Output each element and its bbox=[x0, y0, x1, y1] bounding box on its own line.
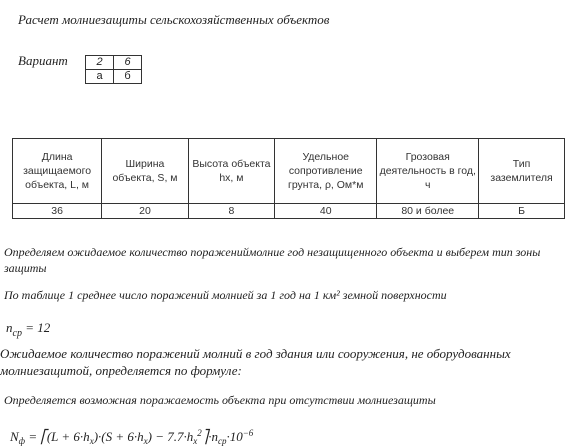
formula-part: ·10 bbox=[226, 429, 243, 444]
variant-cell[interactable]: б bbox=[114, 70, 142, 84]
table-cell[interactable]: 80 и более bbox=[377, 204, 479, 219]
formula-subscript: x bbox=[89, 436, 94, 446]
input-data-table bbox=[12, 138, 565, 219]
variant-cell[interactable]: 6 bbox=[114, 56, 142, 70]
table-row bbox=[13, 204, 565, 219]
table-header-cell[interactable]: Длина защищаемого объекта, L, м bbox=[13, 139, 102, 204]
formula-part: = ⎡(L + 6·h bbox=[25, 429, 90, 444]
formula-superscript: −6 bbox=[242, 428, 254, 438]
table-cell[interactable]: 20 bbox=[102, 204, 189, 219]
variant-grid-row bbox=[86, 56, 142, 70]
ncp-value-line bbox=[6, 320, 50, 339]
formula-part: ⎤·n bbox=[201, 429, 218, 444]
table-cell[interactable]: 8 bbox=[188, 204, 274, 219]
formula-lhs-subscript: ф bbox=[18, 436, 26, 446]
variant-grid-row bbox=[86, 70, 142, 84]
page-title: Расчет молниезащиты сельскохозяйственных объектов bbox=[18, 12, 330, 27]
formula-superscript: 2 bbox=[197, 428, 202, 438]
table-header-cell[interactable]: Удельное сопротивление грунта, ρ, Ом*м bbox=[275, 139, 377, 204]
variant-cell[interactable]: а bbox=[86, 70, 114, 84]
paragraph-strike-probability: Определяется возможная поражаемость объекта при отсутствии молниезащиты bbox=[4, 393, 436, 407]
paragraph-table-reference: По таблице 1 среднее число поражений молнией за 1 год на 1 км² земной поверхности bbox=[4, 288, 447, 302]
table-cell[interactable]: 36 bbox=[13, 204, 102, 219]
ncp-subscript: ср bbox=[12, 328, 22, 339]
table-header-row bbox=[13, 139, 565, 204]
variant-grid bbox=[85, 55, 142, 84]
formula-subscript: x bbox=[143, 436, 148, 446]
formula-lhs: N bbox=[10, 429, 19, 444]
strike-formula bbox=[10, 428, 253, 446]
table-header-cell[interactable]: Высота объекта hx, м bbox=[188, 139, 274, 204]
ncp-symbol: n bbox=[6, 320, 13, 335]
paragraph-formula-intro: Ожидаемое количество поражений молний в год здания или сооружения, не оборудованных молниезащитой, определяется по формуле: bbox=[0, 346, 511, 378]
formula-part: ) − 7.7·h bbox=[147, 429, 194, 444]
table-cell[interactable]: Б bbox=[479, 204, 565, 219]
paragraph-expected-strikes: Определяем ожидаемое количество поражениймолние год незащищенного объекта и выберем тип зоны защиты bbox=[4, 245, 541, 275]
formula-subscript: x bbox=[193, 436, 198, 446]
table-cell[interactable]: 40 bbox=[275, 204, 377, 219]
variant-label: Вариант bbox=[18, 53, 68, 68]
table-header-cell[interactable]: Ширина объекта, S, м bbox=[102, 139, 189, 204]
ncp-value: = 12 bbox=[21, 320, 51, 335]
variant-cell[interactable]: 2 bbox=[86, 56, 114, 70]
table-header-cell[interactable]: Грозовая деятельность в год, ч bbox=[377, 139, 479, 204]
formula-subscript: ср bbox=[217, 436, 227, 446]
table-header-cell[interactable]: Тип заземлителя bbox=[479, 139, 565, 204]
formula-part: )·(S + 6·h bbox=[93, 429, 144, 444]
